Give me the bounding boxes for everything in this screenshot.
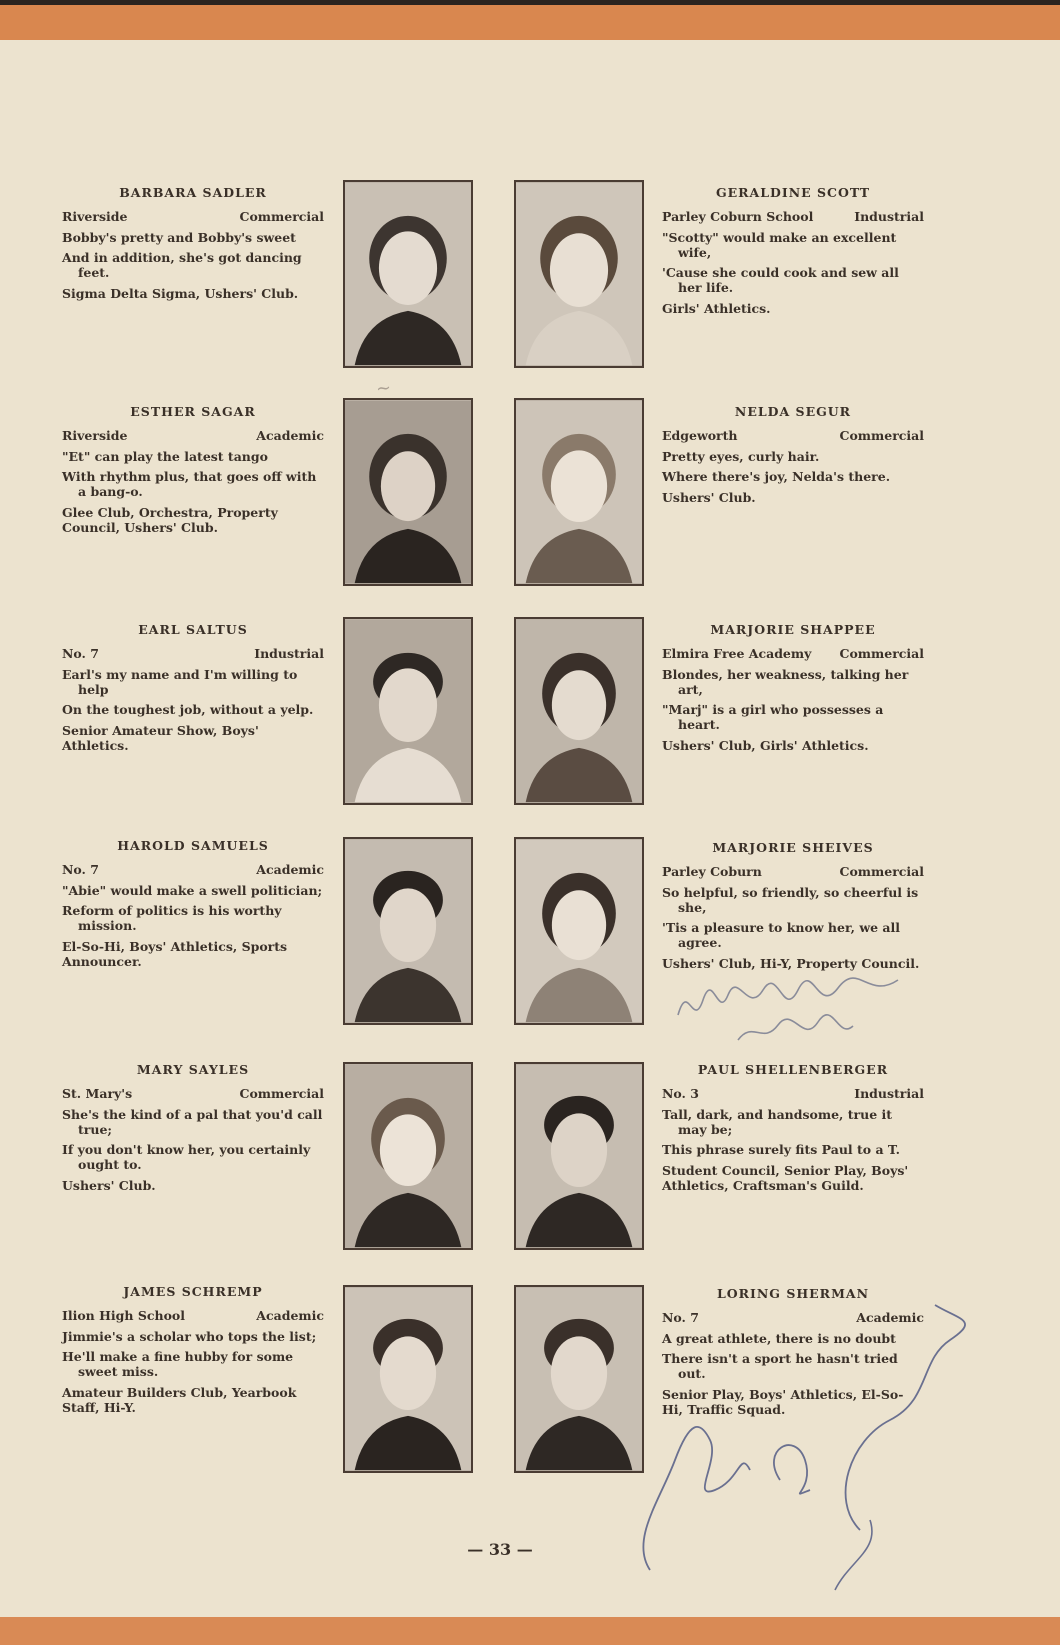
verse-line: There isn't a sport he hasn't tried out. (662, 1351, 898, 1381)
student-school: Parley Coburn School (662, 209, 814, 224)
portrait-photo-scott (514, 180, 644, 368)
student-course: Industrial (854, 209, 924, 224)
student-entry-scott (662, 185, 924, 316)
verse-line: If you don't know her, you certainly ought to. (62, 1142, 311, 1172)
verse-line: Earl's my name and I'm willing to help (62, 667, 298, 697)
portrait-photo-segur (514, 398, 644, 586)
student-school: Parley Coburn (662, 864, 762, 879)
student-course: Academic (856, 1310, 924, 1325)
student-school: St. Mary's (62, 1086, 133, 1101)
verse-line: And in addition, she's got dancing feet. (62, 250, 302, 280)
portrait-photo-samuels (343, 837, 473, 1025)
student-course: Commercial (239, 1086, 324, 1101)
student-name: NELDA SEGUR (734, 404, 852, 419)
student-entry-sagar (62, 404, 324, 535)
verse-line: "Scotty" would make an excellent wife, (662, 230, 897, 260)
student-school: Riverside (62, 209, 128, 224)
verse-line: Tall, dark, and handsome, true it may be; (662, 1107, 893, 1137)
student-entry-segur (662, 404, 924, 505)
student-name: LORING SHERMAN (716, 1286, 870, 1301)
student-school: No. 7 (62, 862, 99, 877)
verse-line: This phrase surely fits Paul to a T. (662, 1142, 900, 1157)
student-course: Academic (256, 862, 324, 877)
portrait-photo-schremp (343, 1285, 473, 1473)
student-activities: Ushers' Club, Girls' Athletics. (662, 738, 869, 753)
student-activities: Senior Play, Boys' Athletics, El-So-Hi, Traffic Squad. (662, 1387, 904, 1417)
student-activities: El-So-Hi, Boys' Athletics, Sports Announcer. (62, 939, 288, 969)
verse-line: Pretty eyes, curly hair. (662, 449, 820, 464)
student-activities: Sigma Delta Sigma, Ushers' Club. (62, 286, 299, 301)
student-name: PAUL SHELLENBERGER (697, 1062, 889, 1077)
verse-line: She's the kind of a pal that you'd call true; (62, 1107, 323, 1137)
student-school: Edgeworth (662, 428, 738, 443)
verse-line: Blondes, her weakness, talking her art, (662, 667, 909, 697)
top-border-band (0, 0, 1060, 40)
student-name: MARY SAYLES (136, 1062, 250, 1077)
verse-line: So helpful, so friendly, so cheerful is she, (662, 885, 919, 915)
portrait-photo-saltus (343, 617, 473, 805)
student-course: Academic (256, 1308, 324, 1323)
student-entry-sadler (62, 185, 324, 301)
verse-line: Where there's joy, Nelda's there. (662, 469, 891, 484)
student-course: Commercial (839, 864, 924, 879)
student-school: No. 7 (662, 1310, 699, 1325)
verse-line: Reform of politics is his worthy mission. (62, 903, 282, 933)
verse-line: Bobby's pretty and Bobby's sweet (62, 230, 296, 245)
page-number: — 33 — (467, 1540, 533, 1559)
student-course: Commercial (839, 428, 924, 443)
student-activities: Senior Amateur Show, Boys' Athletics. (62, 723, 259, 753)
portrait-photo-sagar (343, 398, 473, 586)
verse-line: He'll make a fine hubby for some sweet miss. (62, 1349, 294, 1379)
verse-line: 'Tis a pleasure to know her, we all agree. (662, 920, 901, 950)
student-entry-saltus (62, 622, 324, 753)
student-name: JAMES SCHREMP (123, 1284, 263, 1299)
student-entry-sheives (662, 840, 924, 971)
bottom-border-band (0, 1617, 1060, 1645)
student-school: Ilion High School (62, 1308, 186, 1323)
student-course: Commercial (239, 209, 324, 224)
portrait-photo-shappee (514, 617, 644, 805)
student-name: GERALDINE SCOTT (715, 185, 871, 200)
student-activities: Ushers' Club. (662, 490, 756, 505)
verse-line: Jimmie's a scholar who tops the list; (62, 1329, 317, 1344)
student-entry-shellenberger (662, 1062, 924, 1193)
student-activities: Student Council, Senior Play, Boys' Athletics, Craftsman's Guild. (662, 1163, 909, 1193)
student-school: Riverside (62, 428, 128, 443)
student-entry-samuels (62, 838, 324, 969)
student-school: No. 7 (62, 646, 99, 661)
verse-line: On the toughest job, without a yelp. (62, 702, 314, 717)
student-school: No. 3 (662, 1086, 699, 1101)
handwritten-signature-sherman (620, 1300, 980, 1600)
verse-line: 'Cause she could cook and sew all her life. (662, 265, 899, 295)
student-school: Elmira Free Academy (662, 646, 812, 661)
verse-line: "Et" can play the latest tango (62, 449, 268, 464)
student-name: HAROLD SAMUELS (117, 838, 269, 853)
student-name: BARBARA SADLER (119, 185, 267, 200)
verse-line: A great athlete, there is no doubt (662, 1331, 896, 1346)
student-name: EARL SALTUS (138, 622, 248, 637)
student-activities: Girls' Athletics. (662, 301, 771, 316)
student-activities: Ushers' Club, Hi-Y, Property Council. (662, 956, 920, 971)
student-activities: Amateur Builders Club, Yearbook Staff, Hi-Y. (62, 1385, 297, 1415)
portrait-photo-sadler (343, 180, 473, 368)
portrait-photo-shellenberger (514, 1062, 644, 1250)
student-name: MARJORIE SHAPPEE (710, 622, 876, 637)
student-entry-schremp (62, 1284, 324, 1415)
student-activities: Glee Club, Orchestra, Property Council, Ushers' Club. (62, 505, 278, 535)
student-course: Commercial (839, 646, 924, 661)
student-course: Academic (256, 428, 324, 443)
verse-line: With rhythm plus, that goes off with a bang-o. (62, 469, 317, 499)
student-course: Industrial (854, 1086, 924, 1101)
student-name: MARJORIE SHEIVES (712, 840, 874, 855)
student-entry-shappee (662, 622, 924, 753)
handwritten-note-toots: ~ (374, 377, 393, 400)
handwritten-signature-margie (668, 960, 928, 1050)
student-name: ESTHER SAGAR (130, 404, 256, 419)
portrait-photo-sheives (514, 837, 644, 1025)
student-activities: Ushers' Club. (62, 1178, 156, 1193)
verse-line: "Abie" would make a swell politician; (62, 883, 323, 898)
portrait-photo-sayles (343, 1062, 473, 1250)
student-entry-sayles (62, 1062, 324, 1193)
verse-line: "Marj" is a girl who possesses a heart. (662, 702, 884, 732)
student-course: Industrial (254, 646, 324, 661)
